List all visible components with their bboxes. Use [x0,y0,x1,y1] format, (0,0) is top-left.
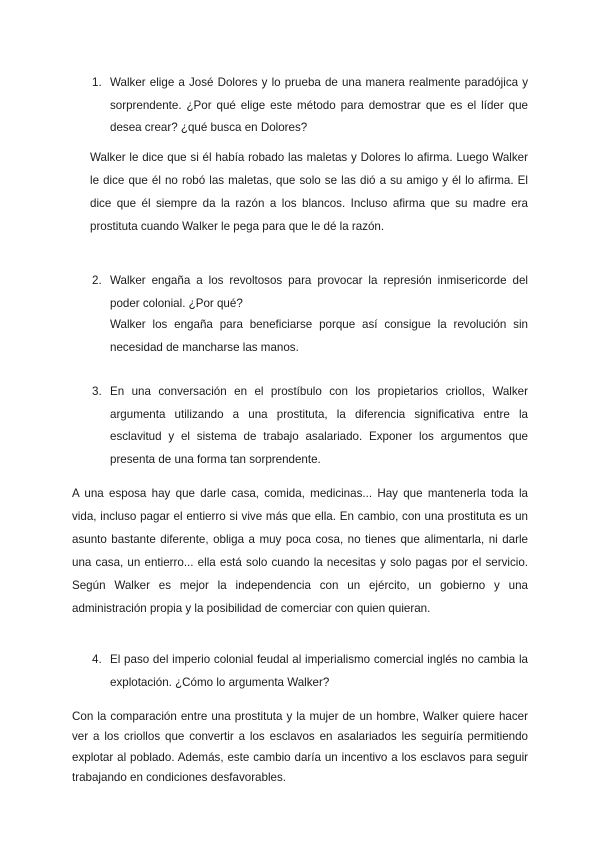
answer-1 [90,146,528,238]
question-3-prompt: En una conversación en el prostíbulo con los propietarios criollos, Walker argumenta utilizando a una prostituta, la diferencia significativa entre la esclavitud y el sistema de trabajo asalariado. Exponer los argumentos que presenta de una forma tan sorprendente. [110,385,528,466]
answer-2-text: Walker los engaña para beneficiarse porque así consigue la revolución sin necesidad de mancharse las manos. [110,318,528,354]
answer-3 [72,482,528,620]
question-3-number: 3. [92,385,102,398]
answer-3-text: A una esposa hay que darle casa, comida, medicinas... Hay que mantenerla toda la vida, incluso pagar el entierro si vive más que ella. En cambio, con una prostituta es un asunto bastante diferente, obliga a muy poca cosa, no tienes que alimentarla, ni darle una casa, un entierro... ella está solo cuando la necesitas y solo pagas por el servicio. Según Walker es mejor la independencia con un ejército, un gobierno y una administración propia y la posibilidad de comerciar con quien quieran. [72,487,528,615]
question-4-text [110,649,528,694]
question-3-text [110,381,528,471]
question-1-text [110,72,528,140]
answer-1-text: Walker le dice que si él había robado las maletas y Dolores lo afirma. Luego Walker le dice que él no robó las maletas, que solo se las dió a su amigo y él lo afirma. El dice que él siempre da la razón a los blancos. Incluso afirma que su madre era prostituta cuando Walker le pega para que le dé la razón. [90,151,528,233]
answer-4 [72,707,528,788]
answer-4-text: Con la comparación entre una prostituta y la mujer de un hombre, Walker quiere hacer ver a los criollos que convertir a los esclavos en asalariados les seguiría permitiendo explotar al poblado. Además, este cambio daría un incentivo a los esclavos para seguir trabajando en condiciones desfavorables. [72,710,528,784]
answer-2 [110,314,528,359]
question-4-number: 4. [92,653,102,666]
question-2-text [110,270,528,315]
question-2-prompt: Walker engaña a los revoltosos para provocar la represión inmisericorde del poder colonial. ¿Por qué? [110,274,528,310]
question-1-prompt: Walker elige a José Dolores y lo prueba de una manera realmente paradójica y sorprendente. ¿Por qué elige este método para demostrar que es el líder que desea crear? ¿qué busca en Dolores? [110,76,528,134]
question-2-number: 2. [92,274,102,287]
question-4-prompt: El paso del imperio colonial feudal al imperialismo comercial inglés no cambia la explotación. ¿Cómo lo argumenta Walker? [110,653,528,689]
question-1-number: 1. [92,76,102,89]
